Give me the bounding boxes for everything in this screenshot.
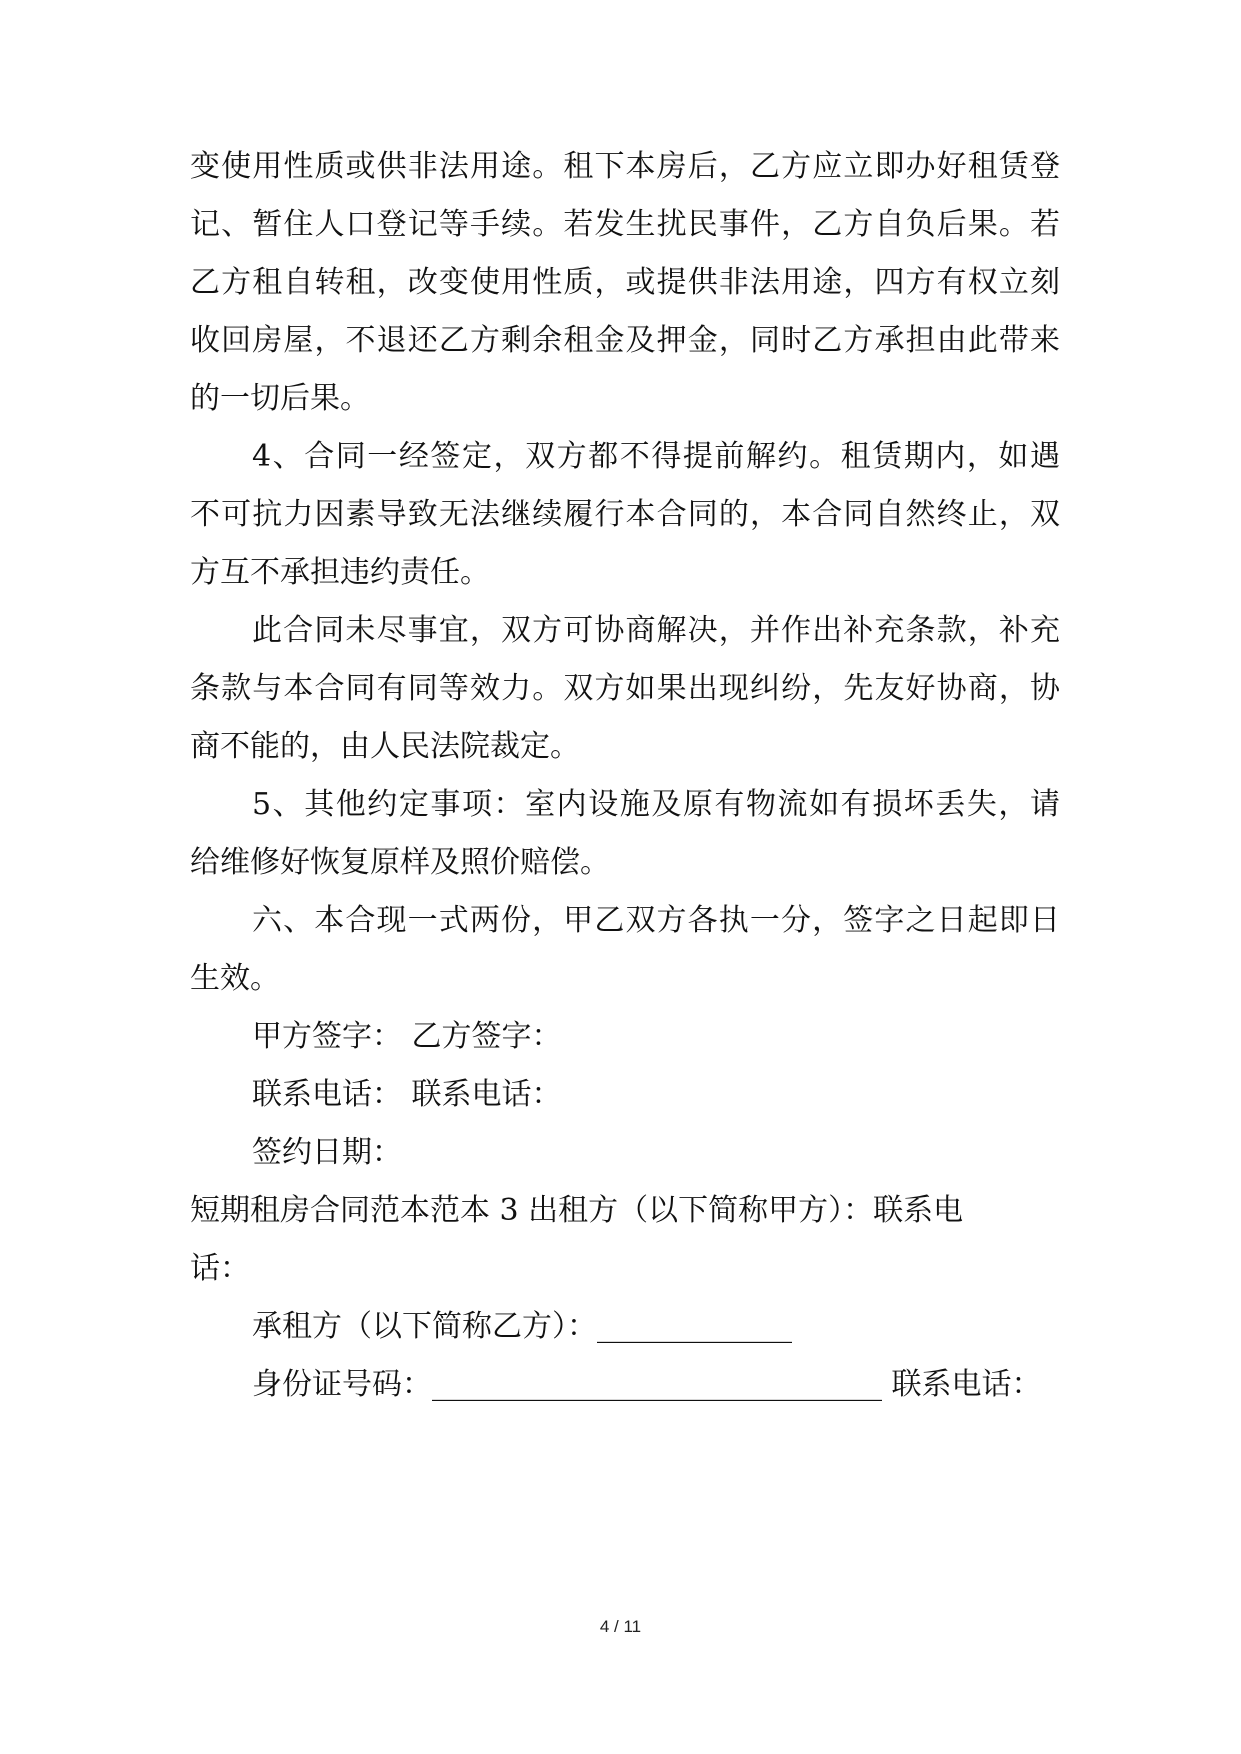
paragraph-line: 的一切后果。 <box>190 381 370 416</box>
paragraph-line: 变使用性质或供非法用途。租下本房后，乙方应立即办好租赁登 <box>190 149 1060 184</box>
lessee-line: 承租方（以下简称乙方）：_____________ <box>252 1309 792 1344</box>
page-number: 4 / 11 <box>599 1617 642 1636</box>
section-heading-line: 短期租房合同范本范本 3 出租方（以下简称甲方）：联系电 <box>190 1193 964 1228</box>
paragraph-line: 记、暂住人口登记等手续。若发生扰民事件，乙方自负后果。若 <box>190 207 1060 242</box>
paragraph-line: 生效。 <box>190 961 280 996</box>
paragraph-line: 六、本合现一式两份，甲乙双方各执一分，签字之日起即日 <box>252 903 1060 938</box>
paragraph-line: 给维修好恢复原样及照价赔偿。 <box>190 845 610 880</box>
paragraph-line: 乙方租自转租，改变使用性质，或提供非法用途，四方有权立刻 <box>190 265 1060 300</box>
contact-phone-line: 联系电话： 联系电话： <box>252 1077 562 1112</box>
paragraph-line: 方互不承担违约责任。 <box>190 555 490 590</box>
paragraph-line: 5、其他约定事项：室内设施及原有物流如有损坏丢失，请 <box>252 787 1060 822</box>
signing-date-line: 签约日期： <box>252 1135 402 1170</box>
paragraph-line: 商不能的，由人民法院裁定。 <box>190 729 580 764</box>
id-number-line: 身份证号码：______________________________ 联系电话： <box>252 1367 1042 1402</box>
paragraph-line: 不可抗力因素导致无法继续履行本合同的，本合同自然终止，双 <box>190 497 1060 532</box>
paragraph-line: 4、合同一经签定，双方都不得提前解约。租赁期内，如遇 <box>252 439 1060 474</box>
paragraph-line: 条款与本合同有同等效力。双方如果出现纠纷，先友好协商，协 <box>190 671 1060 706</box>
paragraph-line: 此合同未尽事宜，双方可协商解决，并作出补充条款，补充 <box>252 613 1060 648</box>
signature-line: 甲方签字： 乙方签字： <box>252 1019 562 1054</box>
paragraph-line: 收回房屋，不退还乙方剩余租金及押金，同时乙方承担由此带来 <box>190 323 1060 358</box>
paragraph-line: 话： <box>190 1251 250 1286</box>
